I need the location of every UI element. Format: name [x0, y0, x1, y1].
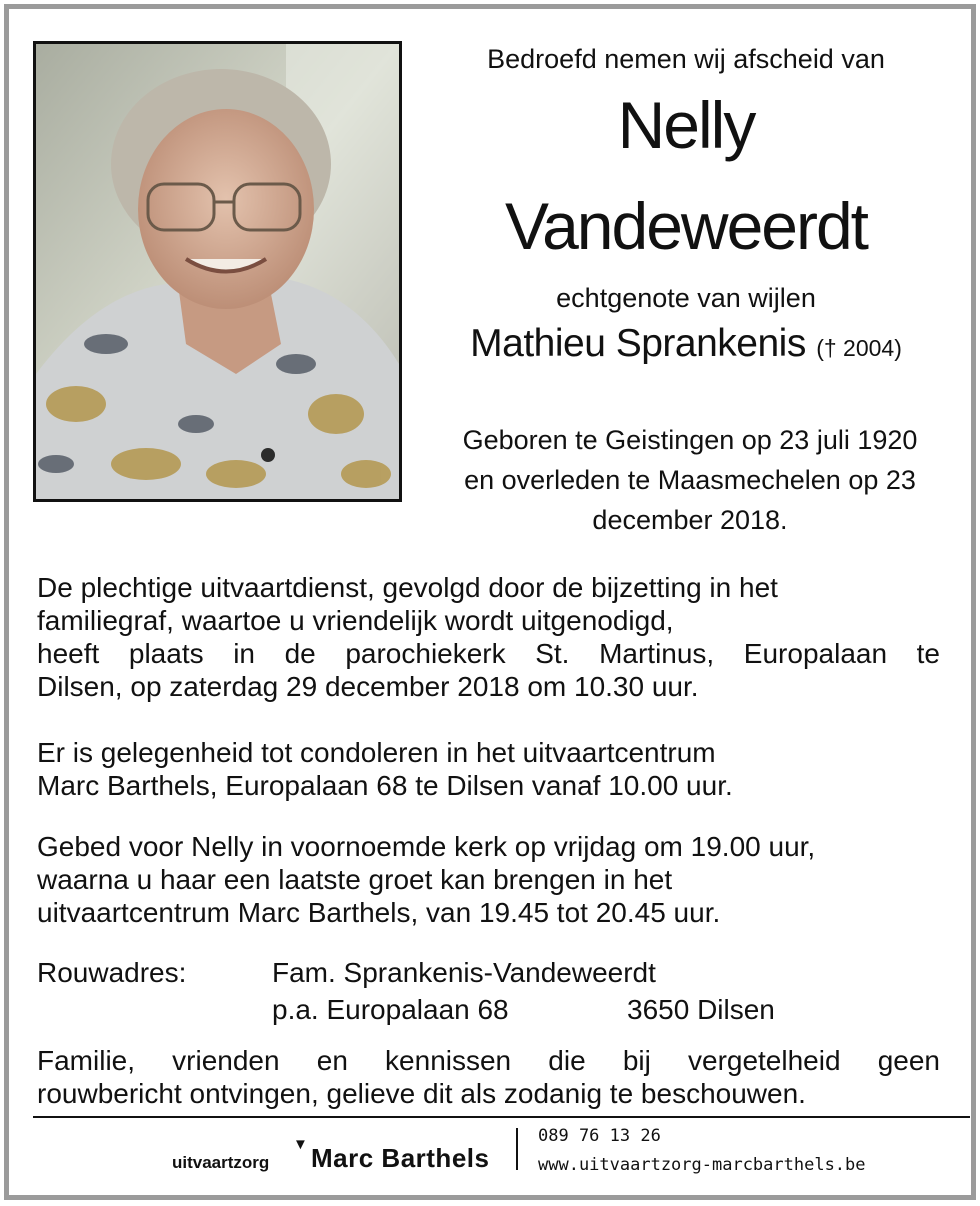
text-line: Marc Barthels, Europalaan 68 te Dilsen vanaf 10.00 uur. [37, 770, 733, 801]
logo-company-name: Marc Barthels [311, 1143, 490, 1173]
footer-divider [33, 1116, 970, 1118]
logo-small-text: uitvaartzorg [172, 1153, 270, 1172]
portrait-photo [33, 41, 402, 502]
closing-paragraph [37, 1044, 940, 1110]
address-name: Fam. Sprankenis-Vandeweerdt [272, 957, 656, 988]
text-line: uitvaartcentrum Marc Barthels, van 19.45 tot 20.45 uur. [37, 897, 721, 928]
dates-line: Geboren te Geistingen op 23 juli 1920 [462, 425, 918, 455]
phone-number: 089 76 13 26 [538, 1126, 661, 1146]
text-line: heeft plaats in de parochiekerk St. Martinus, Europalaan te [37, 638, 940, 669]
spouse-death: († 2004) [816, 335, 902, 361]
address-city: 3650 Dilsen [627, 994, 775, 1025]
dates-line: december 2018. [592, 505, 788, 535]
text-line: familiegraf, waartoe u vriendelijk wordt uitgenodigd, [37, 605, 674, 636]
footer-separator [516, 1128, 518, 1170]
address-street: p.a. Europalaan 68 [272, 994, 509, 1025]
triangle-down-icon: ▼ [293, 1136, 308, 1153]
intro-line: Bedroefd nemen wij afscheid van [487, 44, 885, 74]
dates-line: en overleden te Maasmechelen op 23 [464, 465, 916, 495]
text-line: rouwbericht ontvingen, gelieve dit als zodanig te beschouwen. [37, 1078, 806, 1109]
condolence-paragraph [37, 736, 940, 802]
deceased-last-name: Vandeweerdt [504, 189, 868, 263]
spouse-line [426, 322, 946, 366]
text-line: Familie, vrienden en kennissen die bij vergetelheid geen [37, 1045, 940, 1076]
text-line: waarna u haar een laatste groet kan brengen in het [37, 864, 673, 895]
prayer-paragraph [37, 830, 940, 929]
text-line: Er is gelegenheid tot condoleren in het uitvaartcentrum [37, 737, 716, 768]
life-dates [410, 420, 970, 540]
service-paragraph [37, 571, 940, 703]
deceased-first-name: Nelly [617, 88, 755, 162]
spouse-name: Mathieu Sprankenis [470, 322, 806, 365]
website-link[interactable]: www.uitvaartzorg-marcbarthels.be [538, 1155, 866, 1175]
text-line: Dilsen, op zaterdag 29 december 2018 om 10.30 uur. [37, 671, 699, 702]
portrait-image [36, 44, 399, 499]
text-line: De plechtige uitvaartdienst, gevolgd door de bijzetting in het [37, 572, 778, 603]
address-label: Rouwadres: [37, 957, 187, 988]
text-line: Gebed voor Nelly in voornoemde kerk op vrijdag om 19.00 uur, [37, 831, 816, 862]
spouse-intro: echtgenote van wijlen [556, 283, 816, 313]
